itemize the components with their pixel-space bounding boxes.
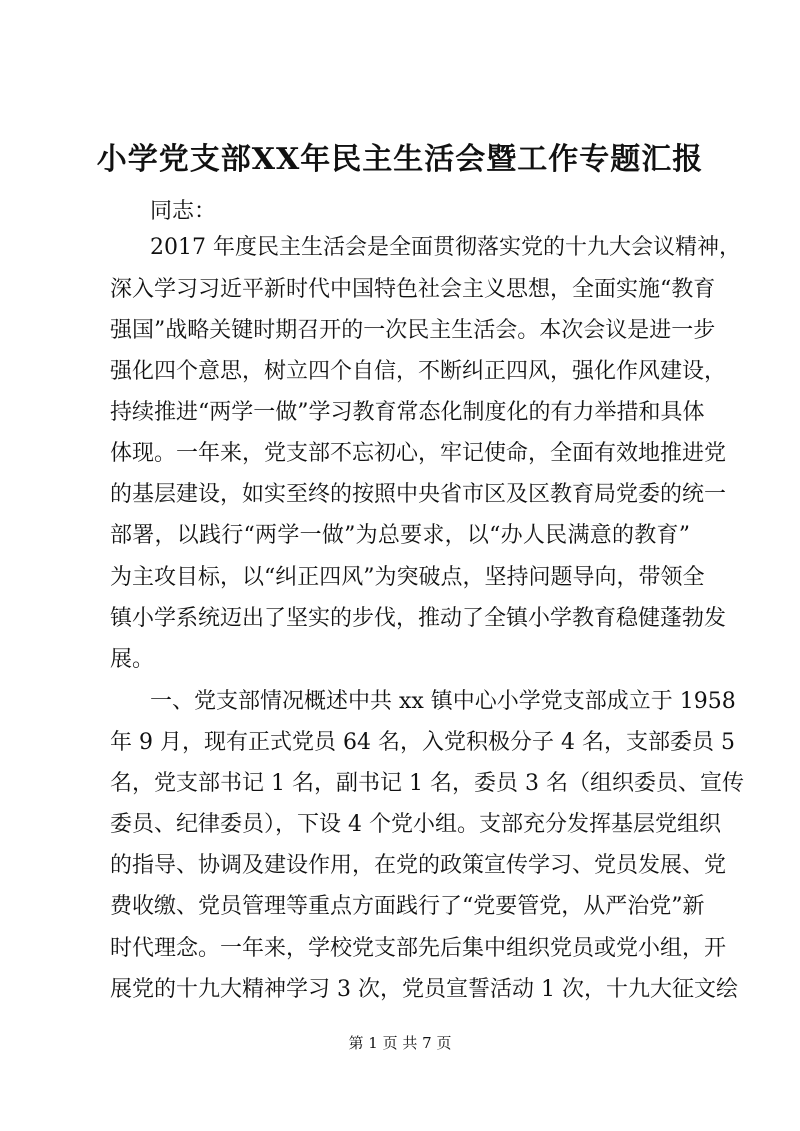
body-line: 为主攻目标，以“纠正四风”为突破点，坚持问题导向，带领全 (110, 565, 705, 590)
body-line: 持续推进“两学一做”学习教育常态化制度化的有力举措和具体 (110, 400, 705, 425)
body-line: 体现。一年来，党支部不忘初心，牢记使命，全面有效地推进党 (110, 441, 727, 466)
body-line: 一、党支部情况概述中共 xx 镇中心小学党支部成立于 1958 (150, 689, 736, 714)
body-line: 2017 年度民主生活会是全面贯彻落实党的十九大会议精神， (150, 235, 741, 260)
body-line: 名，党支部书记 1 名，副书记 1 名，委员 3 名（组织委员、宣传 (110, 771, 744, 796)
body-line: 费收缴、党员管理等重点方面践行了“党要管党，从严治党”新 (110, 894, 705, 919)
page-footer: 第 1 页 共 7 页 (348, 1034, 452, 1052)
body-line: 强国”战略关键时期召开的一次民主生活会。本次会议是进一步 (110, 318, 716, 343)
body-line: 强化四个意思，树立四个自信，不断纠正四风，强化作风建设， (110, 359, 727, 384)
body-line: 部署，以践行“两学一做”为总要求，以“办人民满意的教育” (110, 523, 690, 548)
body-line: 镇小学系统迈出了坚实的步伐，推动了全镇小学教育稳健蓬勃发 (110, 606, 727, 631)
body-line: 的基层建设，如实至终的按照中央省市区及区教育局党委的统一 (110, 482, 727, 507)
salutation: 同志： (150, 199, 217, 224)
body-line: 展党的十九大精神学习 3 次，党员宣誓活动 1 次，十九大征文绘 (110, 977, 738, 1002)
body-line: 时代理念。一年来，学校党支部先后集中组织党员或党小组，开 (110, 936, 727, 961)
body-line: 深入学习习近平新时代中国特色社会主义思想，全面实施“教育 (110, 277, 716, 302)
body-line: 年 9 月，现有正式党员 64 名，入党积极分子 4 名，支部委员 5 (110, 730, 735, 755)
body-line: 的指导、协调及建设作用，在党的政策宣传学习、党员发展、党 (110, 853, 727, 878)
document-title: 小学党支部XX年民主生活会暨工作专题汇报 (96, 142, 704, 177)
body-line: 展。 (110, 647, 155, 672)
body-line: 委员、纪律委员），下设 4 个党小组。支部充分发挥基层党组织 (110, 812, 721, 837)
